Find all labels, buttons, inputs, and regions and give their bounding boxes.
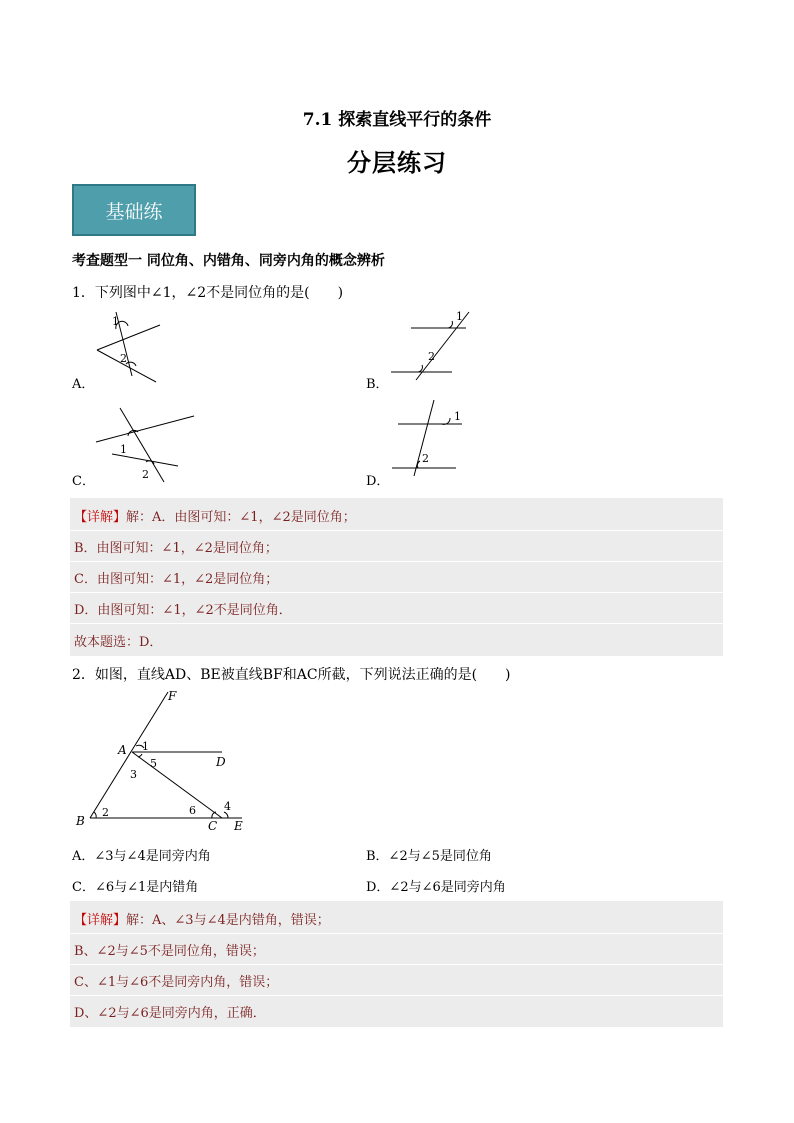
q1-answer-box	[70, 498, 723, 656]
q1-answer-line-1: 【详解】解：A．由图可知：∠1，∠2是同位角；	[74, 510, 356, 525]
q1b-label-1: 1	[456, 310, 463, 323]
q1d-label-1: 1	[454, 410, 461, 423]
q1c-label-2: 2	[142, 468, 149, 481]
q2-point-A: A	[118, 743, 127, 757]
q1-option-b: B．	[366, 377, 389, 392]
q1-answer-line-3: C．由图可知：∠1，∠2是同位角；	[74, 572, 279, 587]
q2-answer-line-3: C、∠1与∠6不是同旁内角，错误；	[74, 975, 279, 990]
q2-answer-line-2: B、∠2与∠5不是同位角，错误；	[74, 944, 265, 959]
q2-option-c: C．∠6与∠1是内错角	[72, 880, 199, 895]
q1-figure-b	[386, 306, 476, 382]
q1-figure-d	[386, 398, 466, 478]
section-badge: 基础练	[72, 184, 196, 236]
q1-answer-tag: 【详解】	[74, 510, 127, 525]
q2-option-a: A．∠3与∠4是同旁内角	[72, 849, 211, 864]
q1c-label-1: 1	[120, 443, 127, 456]
q2-angle-4: 4	[224, 800, 231, 813]
q1-figure-a	[92, 310, 172, 388]
q1a-label-2: 2	[120, 352, 127, 365]
question-type-heading: 考查题型一 同位角、内错角、同旁内角的概念辨析	[72, 253, 385, 269]
q1b-label-2: 2	[428, 350, 435, 363]
q1-answer-line-2: B．由图可知：∠1，∠2是同位角；	[74, 541, 278, 556]
q1d-label-2: 2	[422, 452, 429, 465]
q1-option-c: C．	[72, 474, 95, 489]
q2-point-F: F	[168, 689, 177, 703]
q2-answer-line-4: D、∠2与∠6是同旁内角，正确．	[74, 1006, 266, 1021]
q2-angle-5: 5	[150, 757, 157, 770]
q2-angle-2: 2	[102, 806, 109, 819]
q2-stem: 2．如图，直线AD、BE被直线BF和AC所截，下列说法正确的是( )	[72, 667, 511, 683]
q2-answer-tag: 【详解】	[74, 913, 127, 928]
q1-stem: 1．下列图中∠1，∠2不是同位角的是( )	[72, 285, 344, 301]
q2-option-d: D．∠2与∠6是同旁内角	[366, 880, 506, 895]
q2-option-b: B．∠2与∠5是同位角	[366, 849, 492, 864]
q1a-label-1: 1	[112, 315, 119, 328]
page-title: 分层练习	[347, 148, 447, 177]
q2-point-B: B	[76, 814, 85, 828]
q1-figure-c	[92, 406, 198, 486]
q1-option-a: A．	[72, 377, 95, 392]
q2-angle-3: 3	[130, 768, 137, 781]
q1-answer-conclusion: 故本题选：D．	[74, 635, 163, 650]
q1-option-d: D．	[366, 474, 390, 489]
q2-figure	[72, 688, 262, 836]
q2-angle-1: 1	[142, 740, 149, 753]
page-subtitle: 7.1 探索直线平行的条件	[302, 110, 492, 130]
q2-answer-box	[70, 901, 723, 1027]
q1-answer-line-4: D．由图可知：∠1，∠2不是同位角．	[74, 603, 292, 618]
q2-answer-line-1: 【详解】解：A、∠3与∠4是内错角，错误；	[74, 913, 330, 928]
q2-angle-6: 6	[189, 804, 196, 817]
q2-point-D: D	[216, 755, 226, 769]
q2-point-E: E	[234, 819, 243, 833]
q2-point-C: C	[208, 819, 218, 833]
